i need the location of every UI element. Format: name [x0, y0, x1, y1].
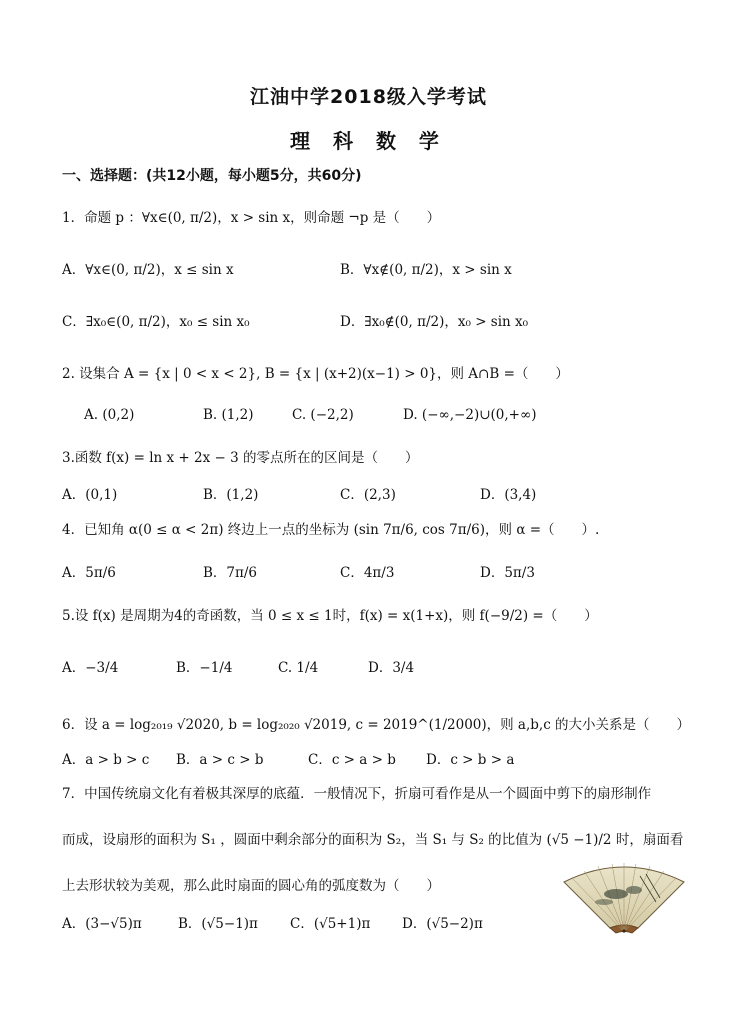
- question-6-option-a: A．a > b > c: [62, 752, 150, 768]
- question-2-option-c: C. (−2,2): [292, 407, 354, 423]
- question-4-stem: 4．已知角 α(0 ≤ α < 2π) 终边上一点的坐标为 (sin 7π/6, cos 7π/6)，则 α =（ ）.: [62, 522, 600, 538]
- question-7-line-2: 而成，设扇形的面积为 S₁ ，圆面中剩余部分的面积为 S₂，当 S₁ 与 S₂ 的比值为 (√5 −1)/2 时，扇面看: [62, 832, 684, 848]
- question-4-option-c: C．4π/3: [340, 565, 395, 581]
- question-1-stem: 1．命题 p ：∀x∈(0, π/2)，x > sin x，则命题 ¬p 是（ ）: [62, 210, 441, 226]
- question-6-option-d: D．c > b > a: [426, 752, 515, 768]
- question-1-option-d: D．∃x₀∉(0, π/2)，x₀ > sin x₀: [340, 314, 529, 330]
- question-1-option-c: C．∃x₀∈(0, π/2)，x₀ ≤ sin x₀: [62, 314, 250, 330]
- folding-fan-illustration: [560, 862, 688, 934]
- question-3-option-c: C．(2,3): [340, 487, 396, 503]
- question-7-line-1: 7．中国传统扇文化有着极其深厚的底蕴．一般情况下，折扇可看作是从一个圆面中剪下的扇形制作: [62, 786, 652, 802]
- question-2-option-b: B. (1,2): [203, 407, 254, 423]
- exam-title: 江油中学2018级入学考试: [250, 86, 487, 108]
- question-7-option-d: D．(√5−2)π: [402, 916, 483, 932]
- section-heading: 一、选择题：(共12小题，每小题5分，共60分): [62, 168, 362, 184]
- question-1-option-a: A．∀x∈(0, π/2)，x ≤ sin x: [62, 262, 234, 278]
- question-5-option-d: D．3/4: [368, 660, 415, 676]
- question-5-stem: 5.设 f(x) 是周期为4的奇函数，当 0 ≤ x ≤ 1时，f(x) = x(1+x)，则 f(−9/2) =（ ）: [62, 608, 598, 624]
- question-7-option-a: A．(3−√5)π: [62, 916, 142, 932]
- question-2-stem: 2. 设集合 A = {x | 0 < x < 2}, B = {x | (x+2)(x−1) > 0}，则 A∩B =（ ）: [62, 366, 569, 382]
- question-7-option-b: B．(√5−1)π: [178, 916, 258, 932]
- question-4-option-d: D．5π/3: [480, 565, 535, 581]
- question-7-line-3: 上去形状较为美观，那么此时扇面的圆心角的弧度数为（ ）: [62, 878, 440, 894]
- question-7-option-c: C．(√5+1)π: [290, 916, 371, 932]
- question-6-option-b: B．a > c > b: [176, 752, 264, 768]
- question-4-option-b: B．7π/6: [203, 565, 258, 581]
- question-6-stem: 6．设 a = log₂₀₁₉ √2020, b = log₂₀₂₀ √2019, c = 2019^(1/2000)，则 a,b,c 的大小关系是（ ）: [62, 717, 691, 733]
- question-3-option-b: B．(1,2): [203, 487, 259, 503]
- question-2-option-a: A. (0,2): [84, 407, 135, 423]
- question-5-option-c: C. 1/4: [278, 660, 319, 676]
- question-5-option-b: B．−1/4: [176, 660, 233, 676]
- exam-subtitle: 理 科 数 学: [290, 129, 447, 153]
- question-5-option-a: A．−3/4: [62, 660, 119, 676]
- question-6-option-c: C．c > a > b: [308, 752, 396, 768]
- question-4-option-a: A．5π/6: [62, 565, 116, 581]
- question-1-option-b: B．∀x∉(0, π/2)，x > sin x: [340, 262, 512, 278]
- question-3-option-a: A．(0,1): [62, 487, 118, 503]
- question-2-option-d: D. (−∞,−2)∪(0,+∞): [403, 407, 537, 423]
- question-3-stem: 3.函数 f(x) = ln x + 2x − 3 的零点所在的区间是（ ）: [62, 450, 419, 466]
- question-3-option-d: D．(3,4): [480, 487, 537, 503]
